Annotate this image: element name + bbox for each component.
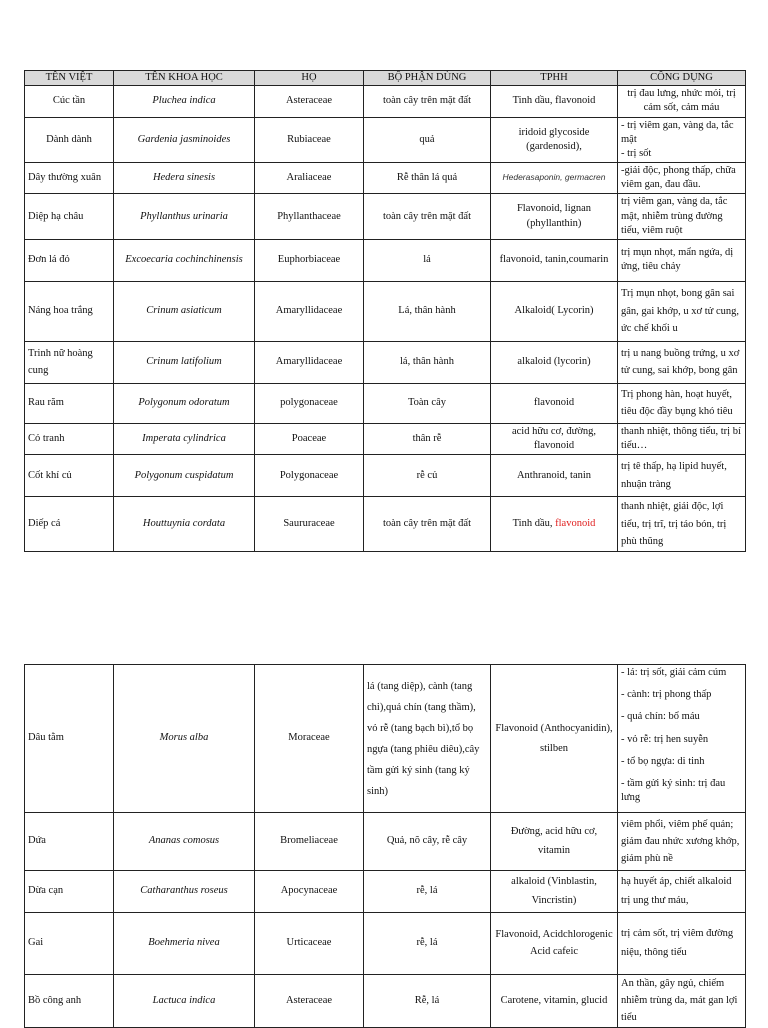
cell-cong-dung xyxy=(618,975,746,1028)
table-row xyxy=(25,117,746,163)
cell-khoa-hoc: Excoecaria cochinchinensis xyxy=(114,239,255,281)
cell-tphh: Anthranoid, tanin xyxy=(491,455,618,497)
cell-khoa-hoc: Houttuynia cordata xyxy=(114,497,255,552)
cell-tphh: acid hữu cơ, đường, flavonoid xyxy=(491,423,618,454)
cell-ten-viet: Dành dành xyxy=(25,117,114,163)
cell-tphh: Flavonoid, Acidchlorogenic Acid cafeic xyxy=(491,913,618,975)
cell-bo-phan: Lá, thân hành xyxy=(364,281,491,341)
cong-dung-line: An thần, gây ngủ, chiếm nhiễm trùng da, mát gan lợi tiểu xyxy=(621,978,738,1023)
table-row xyxy=(25,341,746,383)
header-bo-phan-dung: BỘ PHẬN DÙNG xyxy=(364,71,491,86)
cell-bo-phan: Rễ thân lá quả xyxy=(364,163,491,194)
cell-ten-viet: Gai xyxy=(25,913,114,975)
cell-ten-viet: Cốt khí củ xyxy=(25,455,114,497)
cell-cong-dung xyxy=(618,913,746,975)
plant-table-1 xyxy=(24,70,746,552)
cell-cong-dung xyxy=(618,383,746,423)
cell-tphh: Đường, acid hữu cơ, vitamin xyxy=(491,813,618,871)
cell-ten-viet: Rau răm xyxy=(25,383,114,423)
cong-dung-line: thanh nhiệt, giải độc, lợi tiểu, trị trĩ, trị táo bón, trị phù thũng xyxy=(621,501,727,547)
cell-tphh: Hederasaponin, germacren xyxy=(491,163,618,194)
table-row xyxy=(25,86,746,117)
cell-cong-dung xyxy=(618,813,746,871)
cell-khoa-hoc: Crinum asiaticum xyxy=(114,281,255,341)
cell-ten-viet: Dứa xyxy=(25,813,114,871)
cell-ten-viet: Cúc tần xyxy=(25,86,114,117)
cell-ho: Poaceae xyxy=(255,423,364,454)
cong-dung-line: - cành: trị phong thấp xyxy=(621,689,712,701)
plant-table-2 xyxy=(24,664,746,1028)
cell-khoa-hoc: Imperata cylindrica xyxy=(114,423,255,454)
cell-tphh xyxy=(491,497,618,552)
cell-bo-phan: Quả, nõ cây, rễ cây xyxy=(364,813,491,871)
cell-bo-phan: Toàn cây xyxy=(364,383,491,423)
cell-ho: Phyllanthaceae xyxy=(255,194,364,240)
cell-ten-viet: Cỏ tranh xyxy=(25,423,114,454)
cell-bo-phan: lá xyxy=(364,239,491,281)
cell-tphh: flavonoid, tanin,coumarin xyxy=(491,239,618,281)
cell-bo-phan: Rễ, lá xyxy=(364,975,491,1028)
cell-tphh: Tinh dầu, flavonoid xyxy=(491,86,618,117)
table-row xyxy=(25,497,746,552)
cong-dung-line: - lá: trị sốt, giải cảm cúm xyxy=(621,667,727,678)
cell-ho: Amaryllidaceae xyxy=(255,341,364,383)
cell-khoa-hoc: Catharanthus roseus xyxy=(114,871,255,913)
cell-ten-viet: Diệp hạ châu xyxy=(25,194,114,240)
cong-dung-line: trị tê thấp, hạ lipid huyết, nhuận tràng xyxy=(621,461,727,490)
cell-khoa-hoc: Gardenia jasminoides xyxy=(114,117,255,163)
cell-bo-phan: toàn cây trên mặt đất xyxy=(364,497,491,552)
table-row xyxy=(25,913,746,975)
cell-bo-phan: quả xyxy=(364,117,491,163)
cell-ten-viet: Bồ công anh xyxy=(25,975,114,1028)
cong-dung-line: thanh nhiệt, thông tiểu, trị bí tiểu… xyxy=(621,425,741,452)
cell-khoa-hoc: Phyllanthus urinaria xyxy=(114,194,255,240)
table-row xyxy=(25,871,746,913)
cong-dung-line: hạ huyết áp, chiết alkaloid trị ung thư máu, xyxy=(621,875,732,906)
cong-dung-line: - tầm gửi ký sinh: trị đau lưng xyxy=(621,777,726,804)
cong-dung-line: trị cảm sốt, trị viêm đường niệu, thông tiểu xyxy=(621,927,734,958)
header-tphh: TPHH xyxy=(491,71,618,86)
cong-dung-line: trị mụn nhọt, mẩn ngứa, dị ứng, tiêu chảy xyxy=(621,247,734,273)
cell-ho: Bromeliaceae xyxy=(255,813,364,871)
table-row xyxy=(25,239,746,281)
cell-bo-phan: toàn cây trên mặt đất xyxy=(364,86,491,117)
cell-khoa-hoc: Lactuca indica xyxy=(114,975,255,1028)
cong-dung-line: - trị viêm gan, vàng da, tắc mật xyxy=(621,119,734,145)
table-row xyxy=(25,455,746,497)
table-row xyxy=(25,665,746,813)
cell-ho: Euphorbiaceae xyxy=(255,239,364,281)
cell-ho: polygonaceae xyxy=(255,383,364,423)
table-row xyxy=(25,281,746,341)
table-header-row xyxy=(25,71,746,86)
cong-dung-line: trị đau lưng, nhức mỏi, trị cảm sốt, cảm máu xyxy=(627,88,736,114)
header-ho: HỌ xyxy=(255,71,364,86)
cong-dung-line: - trị sốt xyxy=(621,147,652,159)
cell-ho: Saururaceae xyxy=(255,497,364,552)
table-row xyxy=(25,383,746,423)
cell-khoa-hoc: Polygonum odoratum xyxy=(114,383,255,423)
cell-tphh: flavonoid xyxy=(491,383,618,423)
cong-dung-line: -giải độc, phong thấp, chữa viêm gan, đau đầu. xyxy=(621,165,736,191)
cell-bo-phan: rễ củ xyxy=(364,455,491,497)
cell-ho: Amaryllidaceae xyxy=(255,281,364,341)
cell-cong-dung xyxy=(618,497,746,552)
cell-khoa-hoc: Ananas comosus xyxy=(114,813,255,871)
cell-ho: Asteraceae xyxy=(255,86,364,117)
cell-ho: Urticaceae xyxy=(255,913,364,975)
cell-cong-dung xyxy=(618,194,746,240)
cell-khoa-hoc: Morus alba xyxy=(114,665,255,813)
cell-cong-dung xyxy=(618,117,746,163)
cell-tphh: Alkaloid( Lycorin) xyxy=(491,281,618,341)
cell-bo-phan: rễ, lá xyxy=(364,871,491,913)
cell-ten-viet: Dừa cạn xyxy=(25,871,114,913)
cell-khoa-hoc: Polygonum cuspidatum xyxy=(114,455,255,497)
header-ten-khoa-hoc: TÊN KHOA HỌC xyxy=(114,71,255,86)
cell-ho: Asteraceae xyxy=(255,975,364,1028)
cong-dung-line: viêm phổi, viêm phế quản; giảm đau nhức xương khớp, giảm phù nề xyxy=(621,818,740,865)
table-row xyxy=(25,813,746,871)
tphh-highlight: flavonoid xyxy=(555,518,596,530)
cell-tphh: Flavonoid, lignan (phyllanthin) xyxy=(491,194,618,240)
cell-khoa-hoc: Boehmeria nivea xyxy=(114,913,255,975)
cell-bo-phan: rễ, lá xyxy=(364,913,491,975)
cong-dung-line: - quả chín: bổ máu xyxy=(621,711,700,723)
table-row xyxy=(25,194,746,240)
cell-tphh: Flavonoid (Anthocyanidin), stilben xyxy=(491,665,618,813)
cell-ten-viet: Dâu tằm xyxy=(25,665,114,813)
cell-cong-dung xyxy=(618,281,746,341)
cong-dung-line: - tổ bọ ngựa: di tinh xyxy=(621,755,705,767)
cell-cong-dung xyxy=(618,239,746,281)
tphh-part: Tinh dầu, xyxy=(512,518,556,530)
header-cong-dung: CÔNG DỤNG xyxy=(618,71,746,86)
cell-bo-phan: lá (tang diệp), cành (tang chi),quả chín (tang thầm), vỏ rễ (tang bạch bì),tổ bọ ngựa (tang phiêu diêu),cây tầm gửi ký sinh (tang ký sinh) xyxy=(364,665,491,813)
cell-ten-viet: Diếp cá xyxy=(25,497,114,552)
cell-ten-viet: Dây thường xuân xyxy=(25,163,114,194)
cell-ten-viet: Đơn lá đỏ xyxy=(25,239,114,281)
cell-khoa-hoc: Hedera sinesis xyxy=(114,163,255,194)
cell-ho: Rubiaceae xyxy=(255,117,364,163)
cong-dung-line: trị viêm gan, vàng da, tắc mật, nhiễm trùng đường tiểu, viêm ruột xyxy=(621,196,728,236)
cell-ho: Moraceae xyxy=(255,665,364,813)
header-ten-viet: TÊN VIỆT xyxy=(25,71,114,86)
cell-tphh: iridoid glycoside (gardenosid), xyxy=(491,117,618,163)
cell-bo-phan: thân rễ xyxy=(364,423,491,454)
cell-tphh: alkaloid (lycorin) xyxy=(491,341,618,383)
cell-ho: Apocynaceae xyxy=(255,871,364,913)
cell-cong-dung xyxy=(618,665,746,813)
cong-dung-line: trị u nang buồng trứng, u xơ tử cung, sai khớp, bong gân xyxy=(621,348,740,377)
cell-khoa-hoc: Pluchea indica xyxy=(114,86,255,117)
table-row xyxy=(25,975,746,1028)
table-row xyxy=(25,163,746,194)
cell-ten-viet: Trinh nữ hoàng cung xyxy=(25,341,114,383)
cell-ten-viet: Náng hoa trắng xyxy=(25,281,114,341)
cell-cong-dung xyxy=(618,455,746,497)
cell-cong-dung xyxy=(618,163,746,194)
cell-bo-phan: lá, thân hành xyxy=(364,341,491,383)
cell-cong-dung xyxy=(618,86,746,117)
cell-ho: Araliaceae xyxy=(255,163,364,194)
cell-tphh: Carotene, vitamin, glucid xyxy=(491,975,618,1028)
cell-khoa-hoc: Crinum latifolium xyxy=(114,341,255,383)
cell-cong-dung xyxy=(618,341,746,383)
cell-cong-dung xyxy=(618,423,746,454)
cong-dung-line: Trị mụn nhọt, bong gân sai gân, gai khớp, u xơ tử cung, ức chế khối u xyxy=(621,288,739,335)
cong-dung-line: Trị phong hàn, hoạt huyết, tiêu độc đầy bụng khó tiêu xyxy=(621,389,733,418)
cell-cong-dung xyxy=(618,871,746,913)
cell-bo-phan: toàn cây trên mặt đất xyxy=(364,194,491,240)
cell-tphh: alkaloid (Vinblastin, Vincristin) xyxy=(491,871,618,913)
table-row xyxy=(25,423,746,454)
cong-dung-line: - vỏ rễ: trị hen suyễn xyxy=(621,733,709,745)
cell-ho: Polygonaceae xyxy=(255,455,364,497)
